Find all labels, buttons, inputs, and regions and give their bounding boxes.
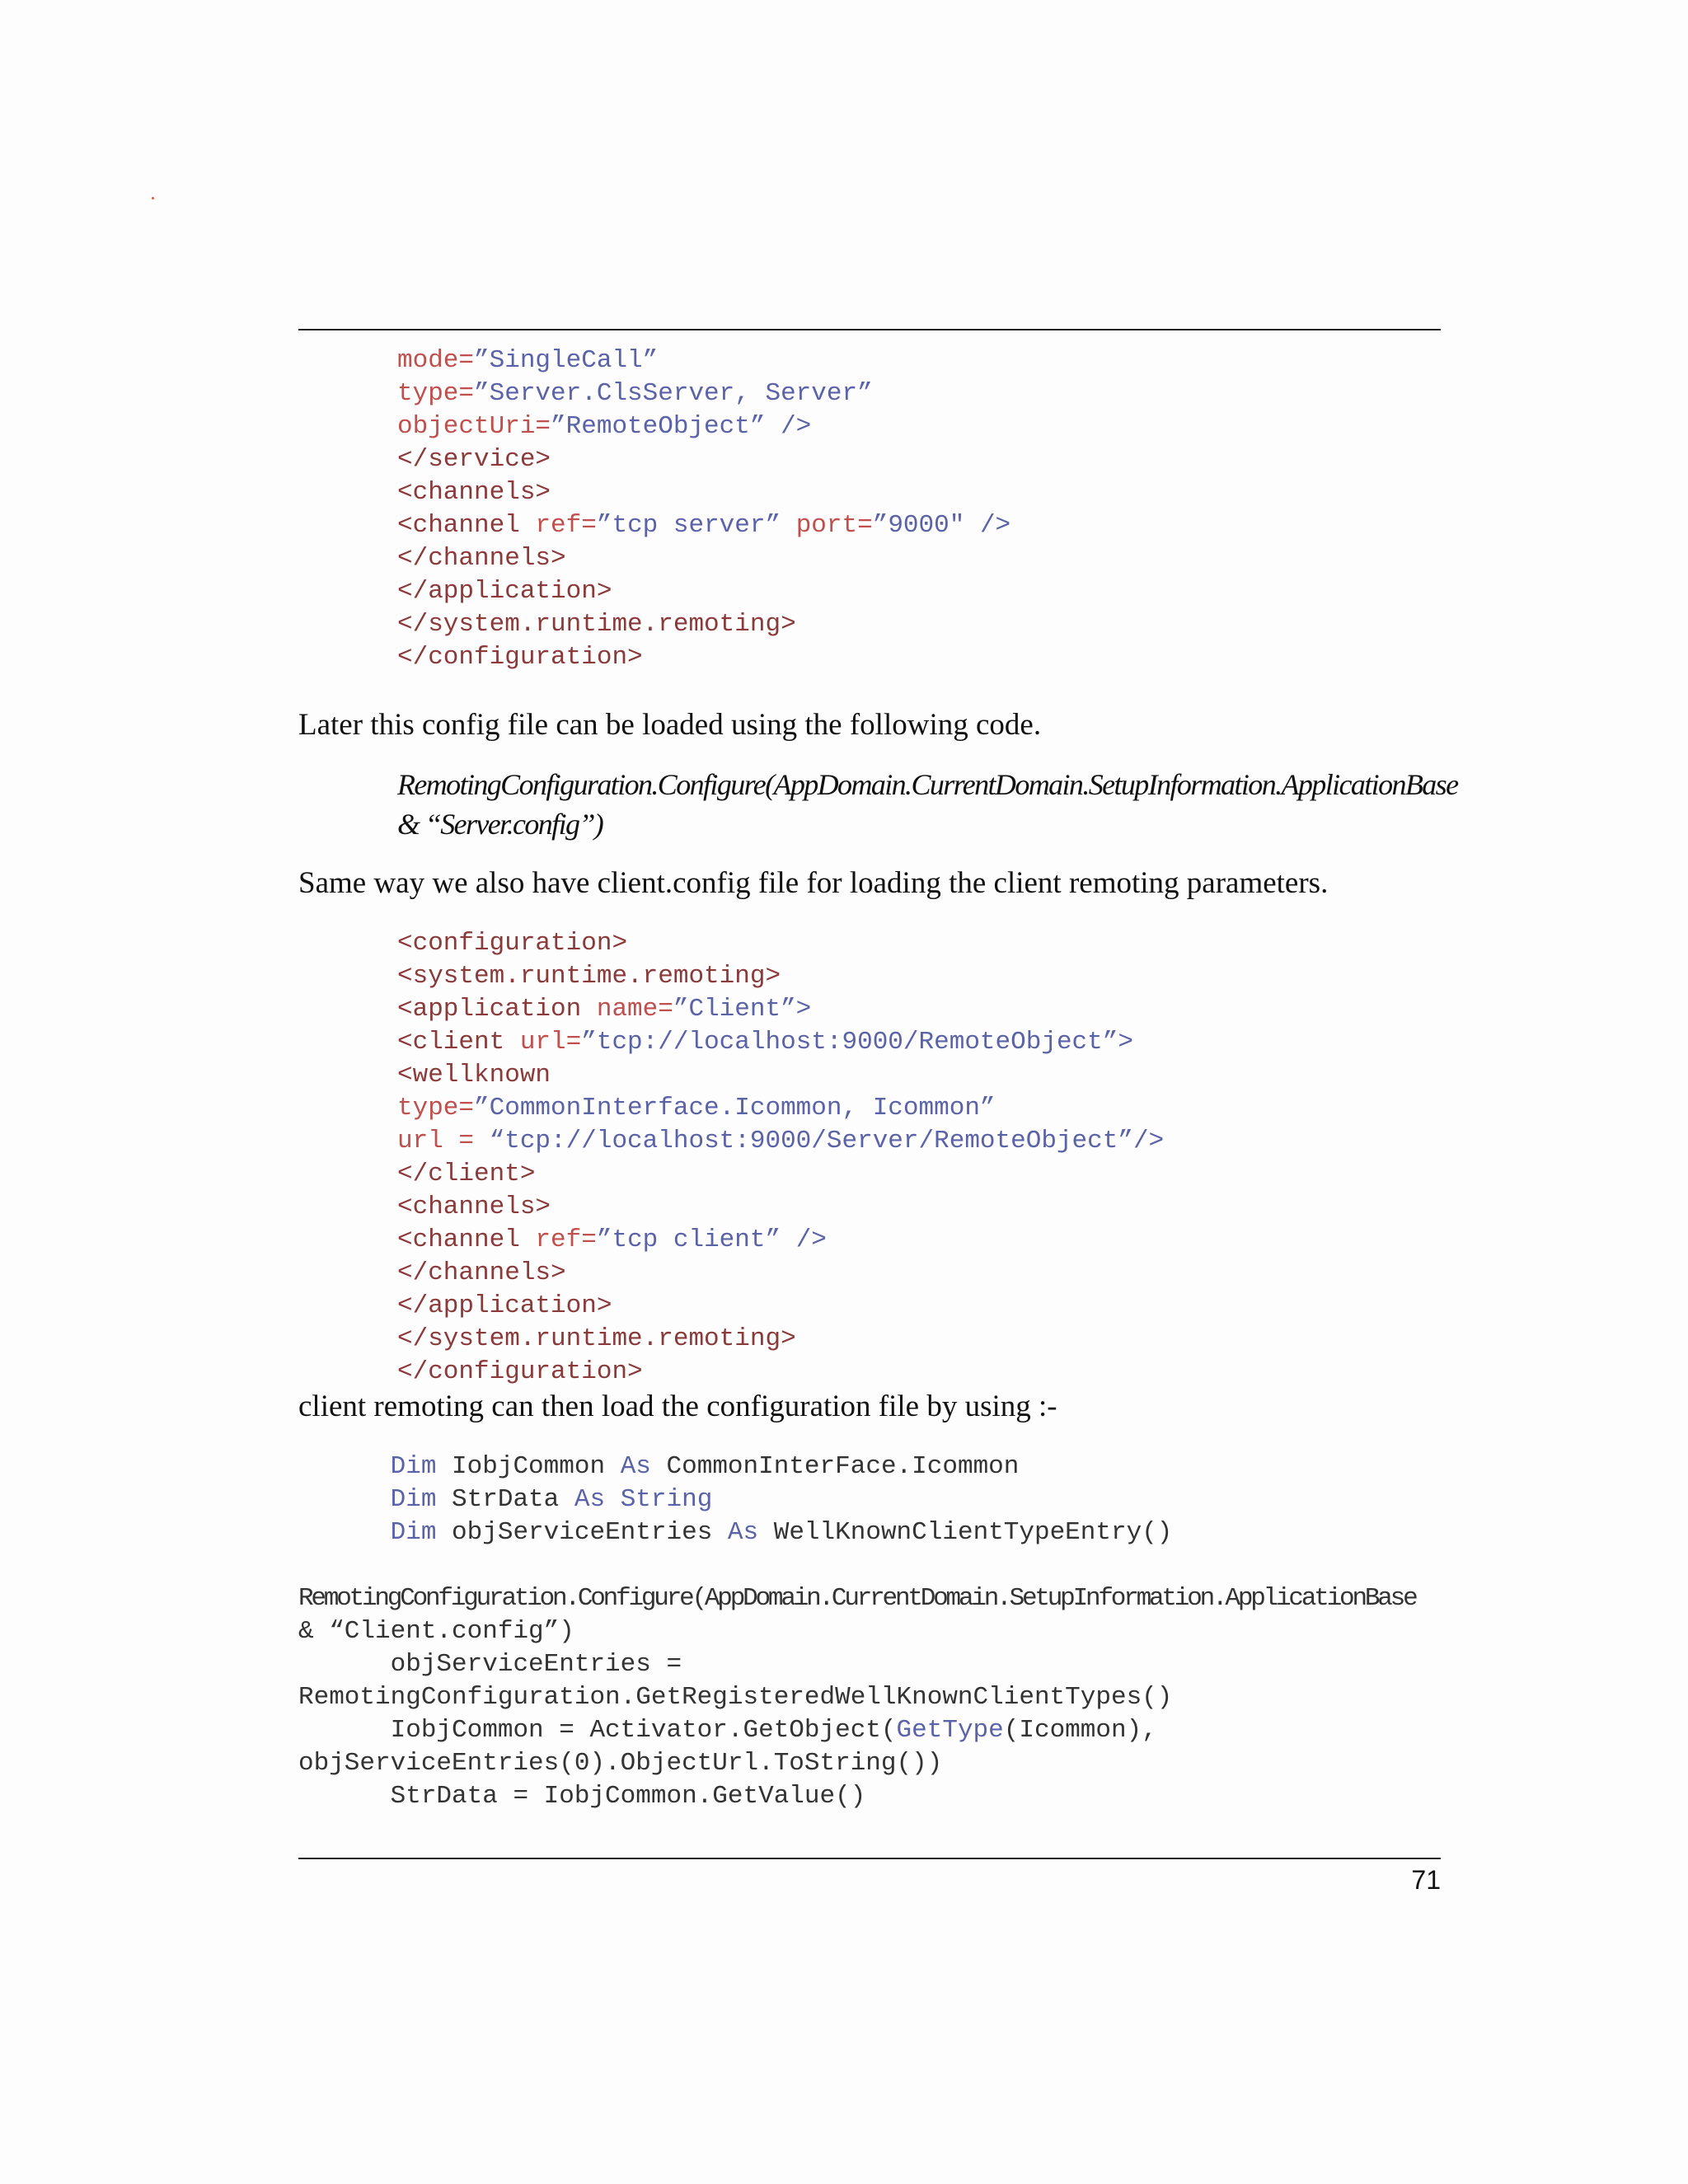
client-config-code	[397, 927, 1164, 1389]
code-attr: type=	[397, 379, 475, 408]
code-line: <configuration>	[397, 929, 628, 958]
keyword-dim: Dim	[390, 1452, 437, 1481]
code-line: </system.runtime.remoting>	[397, 1324, 796, 1353]
code-line	[397, 1224, 1164, 1257]
code-attr: ref=	[535, 511, 597, 540]
code-line: <wellknown	[397, 1061, 551, 1090]
code-attr: objectUri=	[397, 412, 551, 441]
code-line: objServiceEntries =	[298, 1650, 682, 1679]
paragraph-client-load: client remoting can then load the configuration file by using :-	[298, 1390, 1057, 1423]
footer-rule	[298, 1858, 1441, 1859]
code-value: ”Client”>	[673, 995, 812, 1024]
code-type: String	[605, 1485, 713, 1514]
keyword-as: As	[727, 1518, 759, 1547]
code-value: ”tcp client” />	[596, 1226, 827, 1254]
code-line: & “Client.config”)	[298, 1617, 574, 1646]
code-line	[397, 1026, 1164, 1059]
code-tag: <application	[397, 995, 597, 1024]
code-value: ”9000" />	[872, 511, 1011, 540]
code-line	[397, 509, 1010, 542]
code-value: ”RemoteObject” />	[551, 412, 812, 441]
call-line: RemotingConfiguration.Configure(AppDomain.CurrentDomain.SetupInformation.ApplicationBase	[397, 768, 1458, 801]
code-blank-line	[298, 1549, 1415, 1582]
code-line: RemotingConfiguration.Configure(AppDomain.CurrentDomain.SetupInformation.ApplicationBase	[298, 1584, 1416, 1613]
code-line	[397, 1092, 1164, 1125]
call-line: & “Server.config”)	[397, 808, 603, 841]
keyword-dim: Dim	[390, 1518, 437, 1547]
code-value: ”SingleCall”	[474, 346, 659, 375]
code-line	[298, 1714, 1415, 1747]
code-type: CommonInterFace.Icommon	[650, 1452, 1020, 1481]
header-rule	[298, 329, 1441, 330]
code-tag: <channel	[397, 511, 536, 540]
keyword-gettype: GetType	[896, 1716, 1004, 1745]
code-line	[397, 1125, 1164, 1158]
code-var: objServiceEntries	[436, 1518, 728, 1547]
keyword-as: As	[574, 1485, 606, 1514]
code-line: RemotingConfiguration.GetRegisteredWellKnownClientTypes()	[298, 1683, 1173, 1712]
code-tag: <client	[397, 1028, 520, 1057]
code-line: </client>	[397, 1160, 536, 1188]
server-config-code	[397, 344, 1010, 674]
code-attr: type=	[397, 1094, 475, 1122]
code-value: ”Server.ClsServer, Server”	[474, 379, 873, 408]
code-line: </channels>	[397, 1258, 566, 1287]
code-line: <channels>	[397, 478, 551, 507]
code-line: </configuration>	[397, 1357, 643, 1386]
keyword-as: As	[620, 1452, 651, 1481]
code-attr: mode=	[397, 346, 475, 375]
code-line	[397, 377, 1010, 410]
code-line	[298, 1451, 1415, 1483]
code-tag: <channel	[397, 1226, 536, 1254]
keyword-dim: Dim	[390, 1485, 437, 1514]
code-line: StrData = IobjCommon.GetValue()	[298, 1782, 866, 1811]
code-value: ”tcp server”	[596, 511, 796, 540]
code-attr: port=	[795, 511, 873, 540]
page-number: 71	[1411, 1865, 1441, 1895]
code-type: WellKnownClientTypeEntry()	[758, 1518, 1173, 1547]
code-line	[298, 1483, 1415, 1516]
code-attr: name=	[596, 995, 673, 1024]
code-text: IobjCommon = Activator.GetObject(	[298, 1716, 897, 1745]
code-text: (Icommon),	[1003, 1716, 1157, 1745]
server-configure-call	[397, 765, 1457, 844]
stray-mark	[152, 197, 154, 199]
code-var: StrData	[436, 1485, 574, 1514]
code-line: objServiceEntries(0).ObjectUrl.ToString())	[298, 1749, 943, 1778]
paragraph-client-config: Same way we also have client.config file for loading the client remoting parameters.	[298, 866, 1329, 900]
code-line: </service>	[397, 445, 551, 474]
code-line: </system.runtime.remoting>	[397, 610, 796, 639]
code-value: ”CommonInterface.Icommon, Icommon”	[474, 1094, 996, 1122]
code-line	[397, 410, 1010, 443]
vb-code	[298, 1451, 1415, 1813]
code-line: </application>	[397, 1291, 612, 1320]
code-line	[298, 1516, 1415, 1549]
code-value: ”tcp://localhost:9000/RemoteObject”>	[581, 1028, 1133, 1057]
code-line: </channels>	[397, 544, 566, 573]
code-line: <channels>	[397, 1193, 551, 1221]
code-line	[397, 993, 1164, 1026]
code-value: “tcp://localhost:9000/Server/RemoteObject”/>	[489, 1127, 1165, 1155]
code-attr: url =	[397, 1127, 490, 1155]
paragraph-load-config: Later this config file can be loaded using the following code.	[298, 708, 1042, 742]
code-line: </configuration>	[397, 643, 643, 672]
code-line	[397, 344, 1010, 377]
code-line: <system.runtime.remoting>	[397, 962, 781, 991]
code-attr: ref=	[535, 1226, 597, 1254]
code-line: </application>	[397, 577, 612, 606]
code-attr: url=	[519, 1028, 582, 1057]
code-var: IobjCommon	[436, 1452, 621, 1481]
